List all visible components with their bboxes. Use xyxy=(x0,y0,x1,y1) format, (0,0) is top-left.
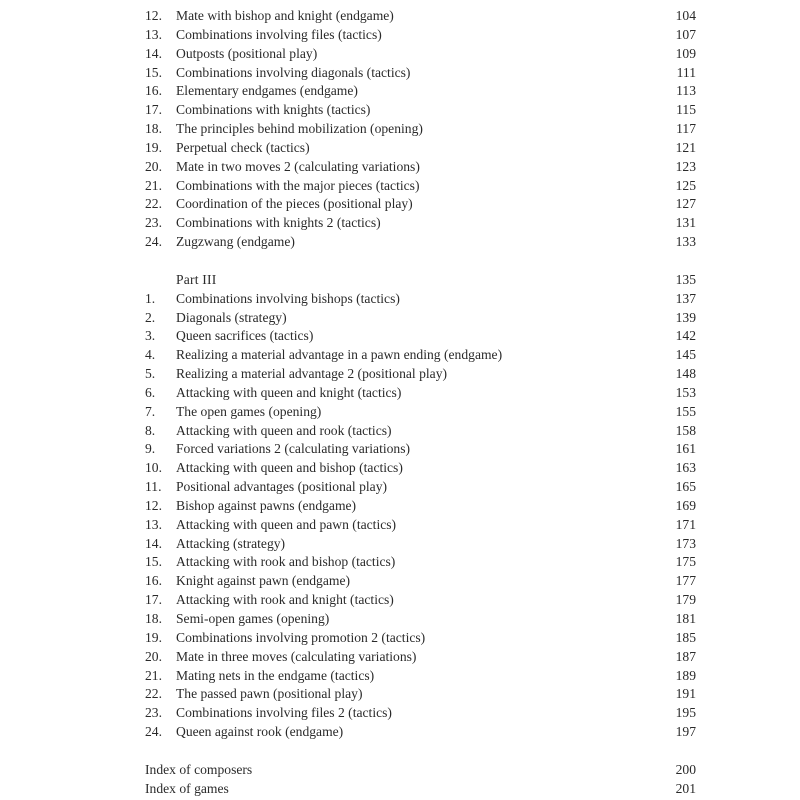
toc-entry xyxy=(140,82,700,101)
entry-page: 113 xyxy=(676,83,696,99)
toc-entry xyxy=(140,553,700,572)
entry-page: 117 xyxy=(676,121,696,137)
entry-number: 13. xyxy=(145,26,162,42)
entry-number: 7. xyxy=(145,403,156,419)
entry-page: 197 xyxy=(675,724,696,740)
entry-page: 169 xyxy=(675,497,696,513)
entry-page: 133 xyxy=(675,234,696,250)
toc-entry xyxy=(140,403,700,422)
entry-number: 16. xyxy=(145,573,162,589)
entry-page: 189 xyxy=(675,667,696,683)
entry-title: Realizing a material advantage in a pawn ending (endgame) xyxy=(176,347,503,363)
entry-page: 191 xyxy=(675,686,696,702)
entry-title: Combinations with knights (tactics) xyxy=(176,102,371,118)
toc-entry xyxy=(140,365,700,384)
toc-entry xyxy=(140,422,700,441)
section-spacer xyxy=(140,742,700,761)
toc-entry xyxy=(140,64,700,83)
entry-title: Positional advantages (positional play) xyxy=(176,479,388,495)
entry-page: 121 xyxy=(675,139,696,155)
entry-page: 148 xyxy=(675,366,696,382)
entry-number: 18. xyxy=(145,611,162,626)
entry-number: 19. xyxy=(145,139,162,155)
entry-number: 18. xyxy=(145,121,162,137)
entry-title: Mate in two moves 2 (calculating variations) xyxy=(176,158,420,174)
entry-page: 131 xyxy=(675,215,696,231)
toc-entry xyxy=(140,667,700,686)
toc-entry xyxy=(140,26,700,45)
entry-title: Coordination of the pieces (positional play) xyxy=(176,196,413,212)
entry-title: The open games (opening) xyxy=(176,403,322,419)
entry-title: The passed pawn (positional play) xyxy=(176,686,363,702)
entry-title: Attacking with queen and knight (tactics) xyxy=(176,384,402,400)
entry-page: 165 xyxy=(675,479,696,495)
entry-number: 1. xyxy=(145,290,156,306)
entry-title: Combinations with the major pieces (tactics) xyxy=(176,177,420,193)
entry-page: 115 xyxy=(676,102,696,118)
entry-title: Outposts (positional play) xyxy=(176,45,318,61)
entry-page: 155 xyxy=(675,403,696,419)
entry-title: Attacking with rook and knight (tactics) xyxy=(176,592,394,608)
part-page: 135 xyxy=(675,271,696,287)
entry-page: 137 xyxy=(675,290,696,306)
entry-page: 179 xyxy=(675,592,696,608)
entry-title: Queen sacrifices (tactics) xyxy=(176,328,314,344)
entry-number: 12. xyxy=(145,8,162,23)
toc-entry xyxy=(140,591,700,610)
toc-entry xyxy=(140,309,700,328)
entry-title: Attacking (strategy) xyxy=(176,535,286,551)
entry-number: 11. xyxy=(145,479,162,495)
toc-entry xyxy=(140,101,700,120)
entry-title: Mate with bishop and knight (endgame) xyxy=(176,8,394,23)
index-title: Index of composers xyxy=(145,761,253,777)
entry-title: Zugzwang (endgame) xyxy=(176,234,295,250)
entry-number: 16. xyxy=(145,83,162,99)
entry-page: 142 xyxy=(675,328,696,344)
entry-title: Attacking with rook and bishop (tactics) xyxy=(176,554,396,570)
entry-page: 125 xyxy=(675,177,696,193)
toc-entry xyxy=(140,177,700,196)
toc-entry xyxy=(140,478,700,497)
entry-number: 15. xyxy=(145,64,162,80)
entry-number: 22. xyxy=(145,686,162,702)
entry-number: 2. xyxy=(145,309,156,325)
toc-entry xyxy=(140,233,700,252)
toc-entry xyxy=(140,723,700,742)
toc-entry xyxy=(140,704,700,723)
entry-page: 109 xyxy=(675,45,696,61)
part-heading xyxy=(140,271,700,290)
entry-page: 187 xyxy=(675,648,696,664)
entry-title: Combinations involving files (tactics) xyxy=(176,26,382,42)
part3-section xyxy=(140,271,700,742)
index-section xyxy=(140,761,700,799)
part2-entries xyxy=(140,7,700,252)
entry-page: 171 xyxy=(675,516,696,532)
toc-entry xyxy=(140,45,700,64)
entry-number: 6. xyxy=(145,384,156,400)
entry-number: 21. xyxy=(145,667,162,683)
entry-title: The principles behind mobilization (opening) xyxy=(176,121,423,137)
entry-title: Semi-open games (opening) xyxy=(176,611,330,626)
entry-title: Bishop against pawns (endgame) xyxy=(176,497,357,513)
toc-entry xyxy=(140,629,700,648)
entry-number: 4. xyxy=(145,347,156,363)
section-spacer xyxy=(140,252,700,271)
entry-number: 20. xyxy=(145,158,162,174)
entry-page: 173 xyxy=(675,535,696,551)
toc-entry xyxy=(140,685,700,704)
part-title: Part III xyxy=(176,271,217,287)
toc-entry xyxy=(140,384,700,403)
entry-title: Forced variations 2 (calculating variations) xyxy=(176,441,411,457)
entry-page: 139 xyxy=(675,309,696,325)
toc-entry xyxy=(140,459,700,478)
entry-page: 127 xyxy=(675,196,696,212)
entry-title: Knight against pawn (endgame) xyxy=(176,573,351,589)
toc-entry xyxy=(140,572,700,591)
toc-entry xyxy=(140,158,700,177)
entry-title: Combinations with knights 2 (tactics) xyxy=(176,215,381,231)
entry-number: 3. xyxy=(145,328,156,344)
toc-entry xyxy=(140,610,700,629)
toc-entry xyxy=(140,139,700,158)
entry-number: 8. xyxy=(145,422,156,438)
index-title: Index of games xyxy=(145,780,229,796)
entry-page: 175 xyxy=(675,554,696,570)
entry-title: Realizing a material advantage 2 (positional play) xyxy=(176,366,448,382)
entry-number: 23. xyxy=(145,705,162,721)
entry-title: Queen against rook (endgame) xyxy=(176,724,344,740)
entry-title: Attacking with queen and bishop (tactics) xyxy=(176,460,403,476)
toc-entry xyxy=(140,120,700,139)
toc-entry xyxy=(140,497,700,516)
entry-number: 19. xyxy=(145,629,162,645)
entry-page: 145 xyxy=(675,347,696,363)
toc-entry xyxy=(140,327,700,346)
entry-number: 17. xyxy=(145,102,162,118)
toc-entry xyxy=(140,290,700,309)
entry-title: Attacking with queen and pawn (tactics) xyxy=(176,516,397,532)
entry-number: 10. xyxy=(145,460,162,476)
entry-page: 104 xyxy=(675,8,696,23)
index-page: 200 xyxy=(675,761,696,777)
entry-number: 21. xyxy=(145,177,162,193)
entry-title: Diagonals (strategy) xyxy=(176,309,287,325)
entry-title: Combinations involving files 2 (tactics) xyxy=(176,705,392,721)
toc-entry xyxy=(140,648,700,667)
entry-number: 24. xyxy=(145,724,162,740)
entry-number: 17. xyxy=(145,592,162,608)
entry-title: Attacking with queen and rook (tactics) xyxy=(176,422,392,438)
entry-page: 111 xyxy=(676,64,696,80)
entry-page: 163 xyxy=(675,460,696,476)
entry-number: 20. xyxy=(145,648,162,664)
entry-title: Mate in three moves (calculating variations) xyxy=(176,648,417,664)
entry-page: 195 xyxy=(675,705,696,721)
entry-page: 181 xyxy=(675,611,696,626)
entry-number: 24. xyxy=(145,234,162,250)
entry-number: 15. xyxy=(145,554,162,570)
index-entry-composers xyxy=(140,761,700,780)
toc-entry xyxy=(140,346,700,365)
entry-title: Combinations involving diagonals (tactics) xyxy=(176,64,411,80)
toc-entry xyxy=(140,214,700,233)
entry-page: 161 xyxy=(675,441,696,457)
toc-entry xyxy=(140,516,700,535)
entry-page: 153 xyxy=(675,384,696,400)
table-of-contents xyxy=(140,7,700,798)
entry-number: 13. xyxy=(145,516,162,532)
entry-title: Combinations involving promotion 2 (tactics) xyxy=(176,629,426,645)
entry-number: 5. xyxy=(145,366,156,382)
entry-page: 158 xyxy=(675,422,696,438)
entry-page: 123 xyxy=(675,158,696,174)
entry-title: Perpetual check (tactics) xyxy=(176,139,310,155)
index-entry-games xyxy=(140,780,700,799)
toc-entry xyxy=(140,535,700,554)
entry-title: Elementary endgames (endgame) xyxy=(176,83,358,99)
index-page: 201 xyxy=(675,780,696,796)
toc-entry xyxy=(140,440,700,459)
entry-page: 107 xyxy=(675,26,696,42)
entry-number: 14. xyxy=(145,535,162,551)
entry-title: Mating nets in the endgame (tactics) xyxy=(176,667,375,683)
entry-title: Combinations involving bishops (tactics) xyxy=(176,290,400,306)
toc-entry xyxy=(140,7,700,26)
entry-number: 14. xyxy=(145,45,162,61)
entry-number: 12. xyxy=(145,497,162,513)
entry-page: 177 xyxy=(675,573,696,589)
entry-number: 9. xyxy=(145,441,156,457)
entry-number: 23. xyxy=(145,215,162,231)
entry-page: 185 xyxy=(675,629,696,645)
toc-entry xyxy=(140,195,700,214)
entry-number: 22. xyxy=(145,196,162,212)
